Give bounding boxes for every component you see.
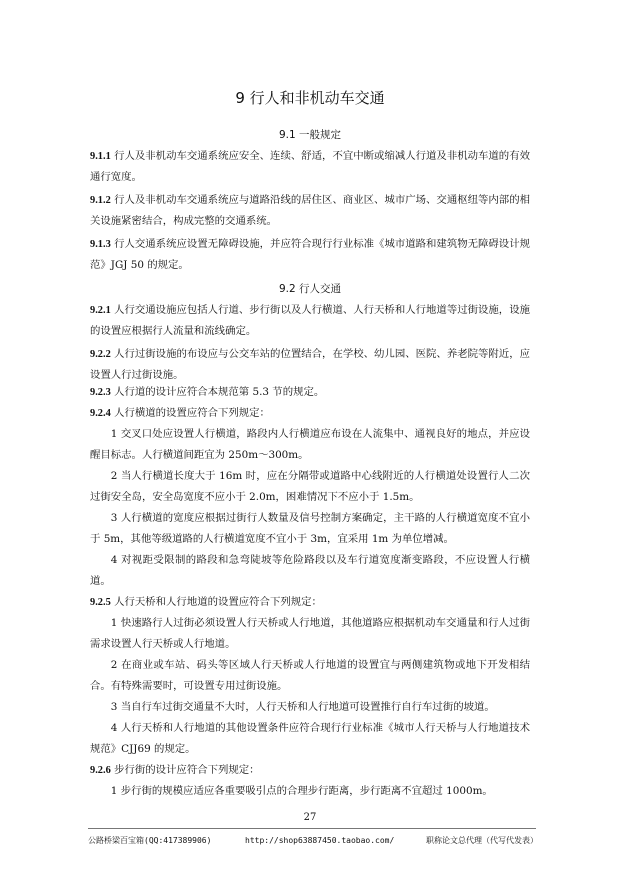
footer-url: http://shop63887450.taobao.com/ xyxy=(245,836,395,845)
clause-text: 人行过街设施的布设应与公交车站的位置结合，在学校、幼儿园、医院、养老院等附近，应设置人行过街设施。 xyxy=(90,348,530,381)
clause-text: 人行横道的设置应符合下列规定： xyxy=(114,407,270,419)
clause-number: 9.1.3 xyxy=(90,239,111,250)
footer-shop-name: 公路桥梁百宝箱(QQ:417389906) xyxy=(88,836,212,845)
clause-text: 行人及非机动车交通系统应与道路沿线的居住区、商业区、城市广场、交通枢纽等内部的相关设施紧密结合，构成完整的交通系统。 xyxy=(90,194,530,227)
clause-number: 9.2.6 xyxy=(90,765,111,776)
clause-paragraph xyxy=(90,234,530,276)
clause-paragraph xyxy=(90,760,530,781)
clause-number: 9.2.3 xyxy=(90,387,111,398)
clause-text: 步行街的设计应符合下列规定： xyxy=(114,764,260,776)
page-footer xyxy=(0,834,620,848)
clause-number: 9.1.1 xyxy=(90,151,111,162)
list-item: 1 步行街的规模应适应各重要吸引点的合理步行距离，步行距离不宜超过 1000m。 xyxy=(110,785,493,797)
list-item: 1 交叉口处应设置人行横道，路段内人行横道应布设在人流集中、通视良好的地点，并应设醒目标志。人行横道间距宜为 250m～300m。 xyxy=(90,428,530,461)
footer-service-note: 职称论文总代理（代写代发表） xyxy=(426,836,538,845)
clause-text: 人行天桥和人行地道的设置应符合下列规定： xyxy=(114,596,322,608)
clause-paragraph xyxy=(90,592,530,613)
clause-number: 9.2.4 xyxy=(90,408,111,419)
chapter-title: 9 行人和非机动车交通 xyxy=(235,89,385,107)
clause-text: 人行交通设施应包括人行道、步行街以及人行横道、人行天桥和人行地道等过街设施，设施的设置应根据行人流量和流线确定。 xyxy=(90,304,530,337)
list-item: 3 人行横道的宽度应根据过街行人数量及信号控制方案确定，主干路的人行横道宽度不宜小于 5m，其他等级道路的人行横道宽度不宜小于 3m，宜采用 1m 为单位增减。 xyxy=(90,512,530,545)
clause-text: 行人交通系统应设置无障碍设施，并应符合现行行业标准《城市道路和建筑物无障碍设计规范》JGJ 50 的规定。 xyxy=(90,238,530,271)
clause-text: 人行道的设计应符合本规范第 5.3 节的规定。 xyxy=(114,386,325,398)
clause-paragraph xyxy=(90,403,530,424)
list-item: 1 快速路行人过街必须设置人行天桥或人行地道，其他道路应根据机动车交通量和行人过街需求设置人行天桥或人行地道。 xyxy=(90,617,530,650)
section-title: 9.1 一般规定 xyxy=(278,129,342,141)
clause-number: 9.2.1 xyxy=(90,305,111,316)
section-title: 9.2 行人交通 xyxy=(278,283,342,295)
clause-paragraph xyxy=(90,344,530,386)
clause-paragraph xyxy=(90,146,530,188)
list-item: 4 对视距受限制的路段和急弯陡坡等危险路段以及车行道宽度渐变路段，不应设置人行横道。 xyxy=(90,554,530,587)
page-number: 27 xyxy=(303,812,317,823)
footer-divider xyxy=(88,828,536,829)
clause-paragraph xyxy=(90,190,530,232)
clause-number: 9.1.2 xyxy=(90,195,111,206)
list-item: 3 当自行车过街交通量不大时，人行天桥和人行地道可设置推行自行车过街的坡道。 xyxy=(110,701,495,713)
list-item: 4 人行天桥和人行地道的其他设置条件应符合现行行业标准《城市人行天桥与人行地道技术规范》CJJ69 的规定。 xyxy=(90,722,530,755)
clause-paragraph xyxy=(90,300,530,342)
clause-paragraph xyxy=(90,382,530,403)
clause-number: 9.2.2 xyxy=(90,349,111,360)
list-item: 2 在商业或车站、码头等区域人行天桥或人行地道的设置宜与两侧建筑物或地下开发相结合。有特殊需要时，可设置专用过街设施。 xyxy=(90,659,530,692)
list-item: 2 当人行横道长度大于 16m 时，应在分隔带或道路中心线附近的人行横道处设置行人二次过街安全岛，安全岛宽度不应小于 2.0m，困难情况下不应小于 1.5m。 xyxy=(90,470,530,503)
clause-text: 行人及非机动车交通系统应安全、连续、舒适，不宜中断或缩减人行道及非机动车道的有效通行宽度。 xyxy=(90,150,530,183)
clause-number: 9.2.5 xyxy=(90,597,111,608)
